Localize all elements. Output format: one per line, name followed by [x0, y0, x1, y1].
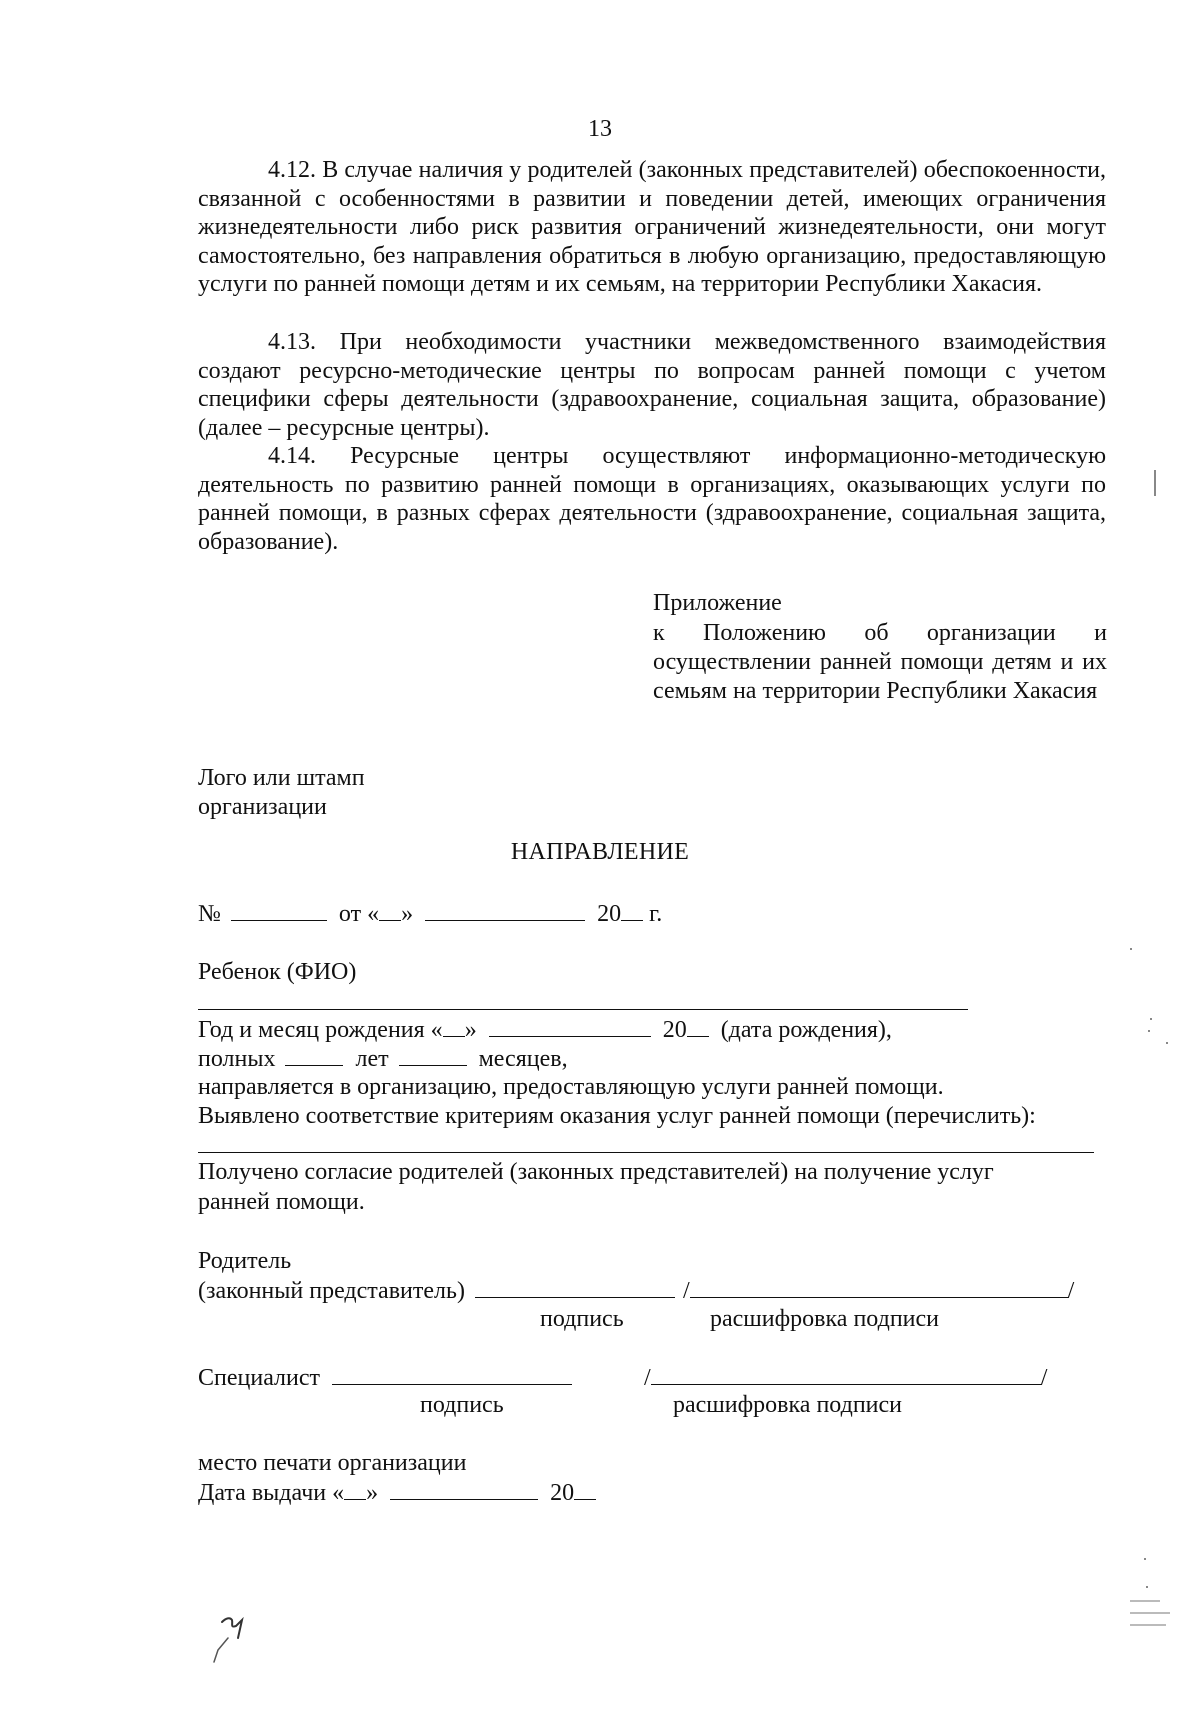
seal-label: место печати организации	[198, 1450, 467, 1476]
full-label: полных	[198, 1046, 276, 1072]
specialist-decode-field[interactable]	[651, 1364, 1041, 1385]
number-field[interactable]	[231, 900, 327, 921]
paragraph-4-13-text: 4.13. При необходимости участники межведомственного взаимодействия создают ресурсно-методические центры по вопросам ранней помощи с учетом специфики сферы деятельности (здравоохранение, социальная защита, образование) (далее – ресурсные центры).	[198, 329, 1106, 441]
year-suffix: г.	[649, 901, 663, 927]
consent-line-2: ранней помощи.	[198, 1189, 365, 1215]
number-date-line	[198, 900, 662, 928]
appendix-text: к Положению об организации и осуществлении ранней помощи детям и их семьям на территории Республики Хакасия	[653, 620, 1107, 704]
specialist-slash-close: /	[1040, 1365, 1048, 1391]
specialist-slash-open: /	[644, 1365, 651, 1391]
parent-slash-open: /	[682, 1278, 690, 1304]
birth-quote-close: »	[464, 1017, 477, 1043]
issue-month-field[interactable]	[390, 1479, 538, 1500]
months-label: месяцев,	[478, 1046, 568, 1072]
parent-signature-field[interactable]	[475, 1277, 675, 1298]
criteria-text: Выявлено соответствие критериям оказания услуг ранней помощи (перечислить):	[198, 1103, 1036, 1129]
form-title: НАПРАВЛЕНИЕ	[510, 839, 690, 865]
issue-quote-close: »	[366, 1480, 379, 1506]
page-number: 13	[588, 116, 612, 142]
logo-placeholder-line2: организации	[198, 794, 327, 820]
specialist-signature-field[interactable]	[332, 1364, 572, 1385]
child-label: Ребенок (ФИО)	[198, 959, 357, 985]
issue-date-label: Дата выдачи «	[198, 1480, 345, 1506]
paragraph-4-14-text: 4.14. Ресурсные центры осуществляют информационно-методическую деятельность по развитию ранней помощи в организациях, оказывающих услуги по ранней помощи, в разных сферах деятельности (здравоохранение, социальная защита, образование).	[198, 443, 1106, 555]
birth-date-note: (дата рождения),	[720, 1017, 892, 1043]
parent-decode-caption: расшифровка подписи	[710, 1306, 940, 1332]
child-name-field[interactable]	[198, 1009, 968, 1010]
parent-signature-decode-field[interactable]	[690, 1277, 1068, 1298]
year-field[interactable]	[621, 900, 643, 921]
age-years-field[interactable]	[285, 1045, 343, 1066]
quote-close: »	[401, 901, 414, 927]
appendix-title: Приложение	[653, 590, 782, 616]
day-field[interactable]	[379, 900, 401, 921]
paragraph-4-14	[198, 442, 1106, 556]
issue-date-line	[198, 1479, 596, 1507]
paragraph-4-12-text: 4.12. В случае наличия у родителей (законных представителей) обеспокоенности, связанной с особенностями в развитии и поведении детей, имеющих ограничения жизнедеятельности либо риск развития ограничений жизнедеятельности, они могут самостоятельно, без направления обратиться в любую организацию, предоставляющую услуги по ранней помощи детям и их семьям, на территории Республики Хакасия.	[198, 157, 1106, 297]
birth-date-line	[198, 1016, 892, 1044]
directed-text: направляется в организацию, предоставляющую услуги ранней помощи.	[198, 1074, 944, 1100]
issue-day-field[interactable]	[344, 1479, 366, 1500]
year-prefix: 20	[597, 901, 622, 927]
specialist-signature-line	[198, 1364, 1047, 1392]
parent-slash-close: /	[1067, 1278, 1075, 1304]
age-months-field[interactable]	[399, 1045, 467, 1066]
issue-year-prefix: 20	[550, 1480, 575, 1506]
from-label: от «	[338, 901, 380, 927]
number-label: №	[198, 901, 221, 927]
parent-signature-caption: подпись	[540, 1306, 624, 1332]
years-label: лет	[355, 1046, 389, 1072]
parent-label: Родитель	[198, 1248, 292, 1274]
age-line	[198, 1045, 568, 1073]
criteria-field[interactable]	[198, 1152, 1094, 1153]
issue-year-field[interactable]	[574, 1479, 596, 1500]
specialist-label: Специалист	[198, 1365, 321, 1391]
birth-day-field[interactable]	[443, 1016, 465, 1037]
handwritten-mark-icon	[208, 1608, 258, 1672]
parent-rep-label: (законный представитель)	[198, 1278, 465, 1304]
parent-signature-line	[198, 1277, 1074, 1305]
specialist-signature-caption: подпись	[420, 1392, 504, 1418]
month-field[interactable]	[425, 900, 585, 921]
specialist-decode-caption: расшифровка подписи	[673, 1392, 903, 1418]
logo-placeholder-line1: Лого или штамп	[198, 765, 365, 791]
logo-stamp-placeholder	[198, 764, 365, 822]
paragraph-4-13	[198, 328, 1106, 442]
paragraph-4-12	[198, 156, 1106, 299]
consent-line-1: Получено согласие родителей (законных представителей) на получение услуг	[198, 1159, 994, 1185]
birth-year-field[interactable]	[687, 1016, 709, 1037]
birth-month-field[interactable]	[489, 1016, 651, 1037]
birth-year-prefix: 20	[662, 1017, 687, 1043]
scan-noise-icon	[1130, 470, 1190, 1710]
birth-label: Год и месяц рождения «	[198, 1017, 443, 1043]
